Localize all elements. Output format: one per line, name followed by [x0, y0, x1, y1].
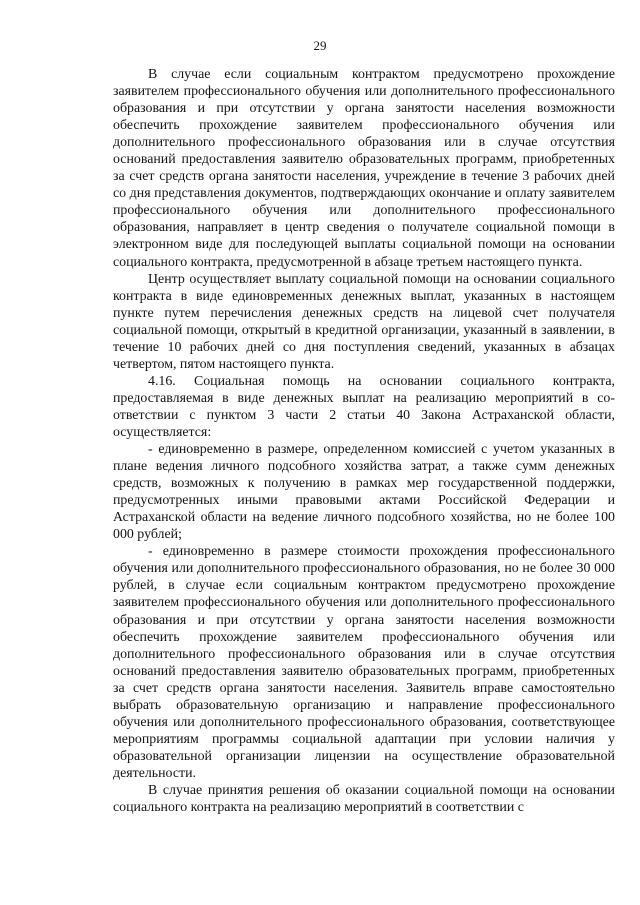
paragraph-item-vocational-training: - единовременно в размере стоимости прохождения профессионального обучения или дополнительного профессионального образования, но не более 30 000 рублей, в случае если социальным контрактом предусмотрено прохождение заявителем профессионального обучения или дополнительного профессионального образования и при отсутствии у органа занятости населения возможности обеспечить прохождение заявителем профессионального обучения или дополнительного профессионального образования или в случае отсутствия оснований предоставления заявителю образовательных программ, приобретенных за счет средств органа занятости населения. Заявитель вправе самостоятельно выбрать образовательную организацию и направление профессионального обучения или дополнительного профессионального образования, соответствующее мероприятиям программы социальной адаптации при условии наличия у образовательной организации лицензии на осуществление образовательной деятельности.: [113, 544, 615, 781]
document-body: [113, 66, 615, 816]
paragraph-decision-continuation: В случае принятия решения об оказании социальной помощи на основании социального контракта на реализацию мероприятий в соответствии с: [113, 782, 615, 816]
paragraph-section-4-16: 4.16. Социальная помощь на основании социального контракта, предоставляемая в виде денежных выплат на реализацию мероприятий в соответствии с пунктом 3 части 2 статьи 40 Закона Астраханской области, осуществляется:: [113, 373, 615, 440]
paragraph-center-payment: Центр осуществляет выплату социальной помощи на основании социального контракта в виде единовременных денежных выплат, указанных в настоящем пункте путем перечисления денежных средств на лицевой счет получателя социальной помощи, открытый в кредитной организации, указанный в заявлении, в течение 10 рабочих дней со дня поступления сведений, указанных в абзацах четвертом, пятом настоящего пункта.: [113, 271, 615, 372]
page-number: 29: [313, 38, 327, 53]
paragraph-item-household-farming: - единовременно в размере, определенном комиссией с учетом указанных в плане ведения личного подсобного хозяйства затрат, а также сумм денежных средств, возможных к получению в рамках мер государственной поддержки, предусмотренных иными правовыми актами Российской Федерации и Астраханской области на ведение личного подсобного хозяйства, но не более 100 000 рублей;: [113, 442, 615, 543]
paragraph-training-notification: В случае если социальным контрактом предусмотрено прохождение заявителем профессионального обучения или дополнительного профессионального образования и при отсутствии у органа занятости населения возможности обеспечить прохождение заявителем профессионального обучения или дополнительного профессионального образования или в случае отсутствия оснований предоставления заявителю образовательных программ, приобретенных за счет средств органа занятости населения, учреждение в течение 3 рабочих дней со дня представления документов, подтверждающих окончание и оплату заявителем профессионального обучения или дополнительного профессионального образования, направляет в центр сведения о получателе социальной помощи в электронном виде для последующей выплаты социальной помощи на основании социального контракта, предусмотренной в абзаце третьем настоящего пункта.: [113, 67, 615, 270]
